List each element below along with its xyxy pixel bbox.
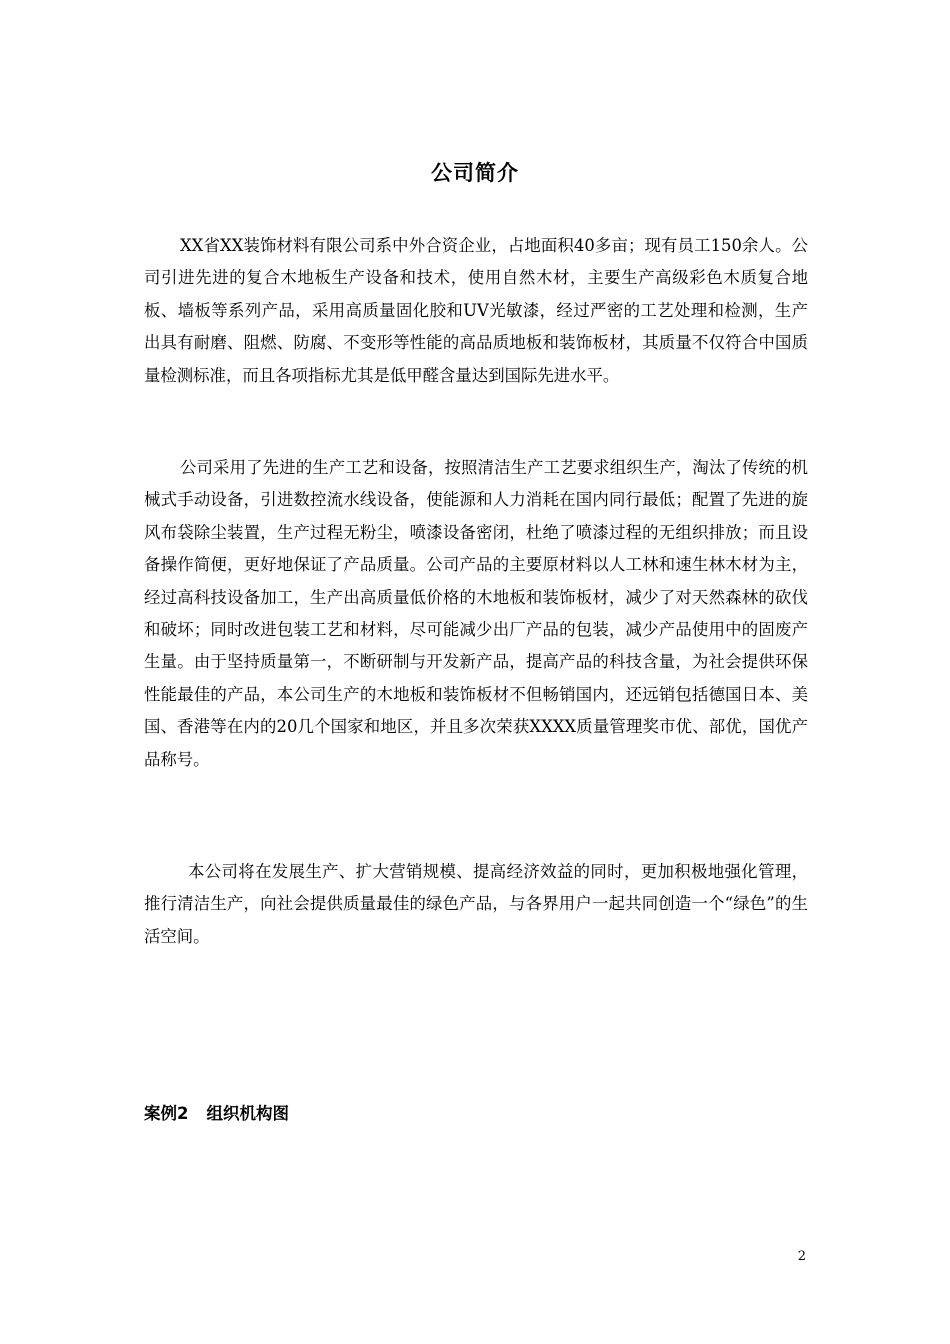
- paragraph-intro: XX省XX装饰材料有限公司系中外合资企业，占地面积40多亩；现有员工150余人。公司引进先进的复合木地板生产设备和技术，使用自然木材，主要生产高级彩色木质复合地板、墙板等系列产品，采用高质量固化胶和UV光敏漆，经过严密的工艺处理和检测，生产出具有耐磨、阻燃、防腐、不变形等性能的高品质地板和装饰板材，其质量不仅符合中国质量检测标准，而且各项指标尤其是低甲醛含量达到国际先进水平。: [144, 236, 808, 385]
- page-number: 2: [797, 1249, 806, 1264]
- paragraph-outlook: 本公司将在发展生产、扩大营销规模、提高经济效益的同时，更加积极地强化管理，推行清洁生产，向社会提供质量最佳的绿色产品，与各界用户一起共同创造一个“绿色”的生活空间。: [144, 862, 808, 946]
- page-title: 公司简介: [431, 161, 519, 185]
- section-number: 案例2: [144, 1104, 189, 1123]
- section-title: 组织机构图: [206, 1104, 289, 1123]
- paragraph-production: 公司采用了先进的生产工艺和设备，按照清洁生产工艺要求组织生产，淘汰了传统的机械式手动设备，引进数控流水线设备，使能源和人力消耗在国内同行最低；配置了先进的旋风布袋除尘装置，生产过程无粉尘，喷漆设备密闭，杜绝了喷漆过程的无组织排放；而且设备操作简便，更好地保证了产品质量。公司产品的主要原材料以人工林和速生林木材为主，经过高科技设备加工，生产出高质量低价格的木地板和装饰板材，减少了对天然森林的砍伐和破坏；同时改进包装工艺和材料，尽可能减少出厂产品的包装，减少产品使用中的固废产生量。由于坚持质量第一，不断研制与开发新产品，提高产品的科技含量，为社会提供环保性能最佳的产品，本公司生产的木地板和装饰板材不但畅销国内，还远销包括德国日本、美国、香港等在内的20几个国家和地区，并且多次荣获XXXX质量管理奖市优、部优，国优产品称号。: [144, 458, 808, 769]
- section-heading: [144, 1102, 289, 1126]
